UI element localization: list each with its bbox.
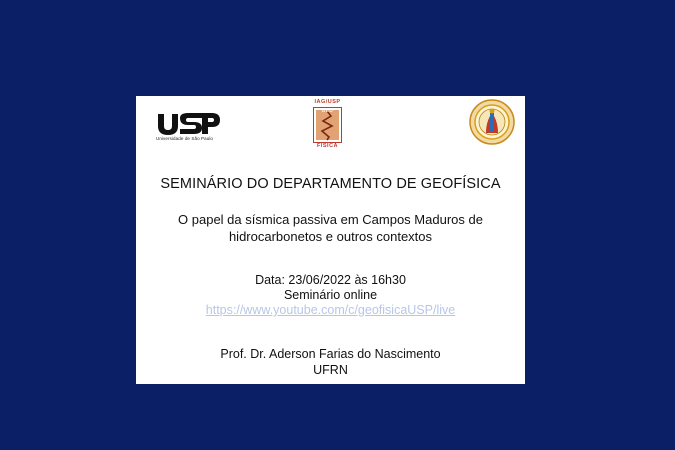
- seminar-title: SEMINÁRIO DO DEPARTAMENTO DE GEOFÍSICA: [160, 176, 501, 192]
- seminar-mode: Seminário online: [283, 288, 378, 302]
- talk-title-line-1: O papel da sísmica passiva em Campos Maduros de: [178, 212, 483, 227]
- usp-wordmark-icon: [156, 112, 220, 136]
- usp-subtitle: Universidade de São Paulo: [156, 136, 214, 141]
- speaker-name: Prof. Dr. Aderson Farias do Nascimento: [220, 347, 441, 361]
- youtube-live-link[interactable]: https://www.youtube.com/c/geofisicaUSP/live: [205, 303, 456, 317]
- geofisica-logo-bottom: FÍSICA: [316, 143, 339, 149]
- usp-logo: [156, 112, 220, 146]
- geofisica-logo-middle: GEO: [321, 108, 334, 113]
- talk-title-line-2: hidrocarbonetos e outros contextos: [228, 229, 433, 244]
- speaker-institution: UFRN: [313, 363, 348, 377]
- university-seal-icon: [469, 99, 515, 145]
- geofisica-logo-top: IAG/USP: [314, 99, 341, 105]
- geofisica-logo: [312, 99, 343, 149]
- seminar-date: Data: 23/06/2022 às 16h30: [255, 273, 406, 287]
- announcement-card: [136, 96, 525, 384]
